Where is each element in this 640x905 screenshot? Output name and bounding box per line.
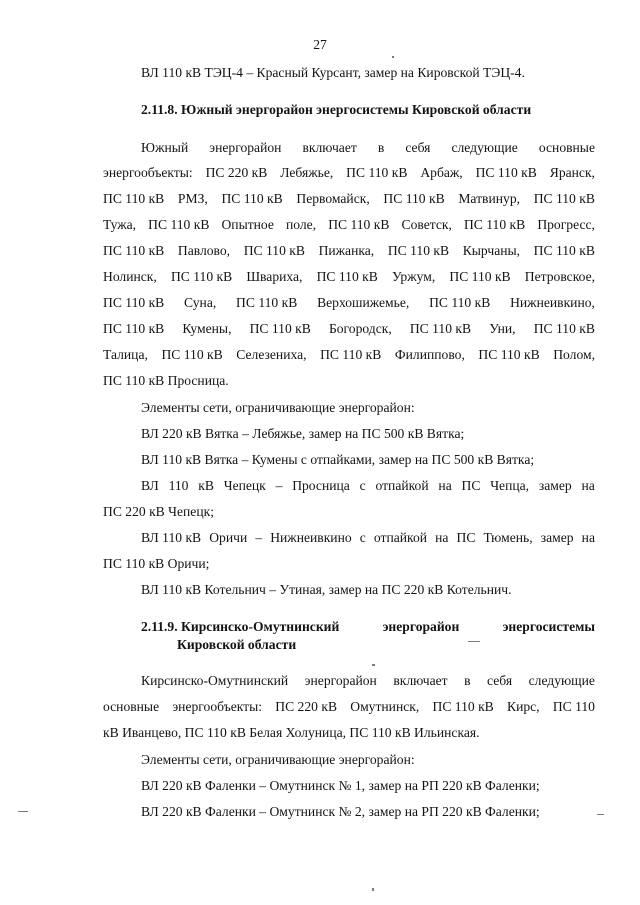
s8-intro-line-5: Нолинск, ПС 110 кВ Швариха, ПС 110 кВ Уржум, ПС 110 кВ Петровское,: [103, 269, 595, 284]
scan-mark: [392, 56, 394, 58]
s8-intro-line-1: энергообъекты: ПС 220 кВ Лебяжье, ПС 110 кВ Арбаж, ПС 110 кВ Яранск,: [103, 165, 595, 180]
s9-elements-title: Элементы сети, ограничивающие энергорайон:: [141, 752, 415, 767]
s8-line-3b: ПС 220 кВ Чепецк;: [103, 504, 214, 519]
scan-mark: [372, 888, 374, 891]
s8-intro-line-0: Южный энергорайон включает в себя следующие основные: [141, 140, 595, 155]
s8-intro-line-2: ПС 110 кВ РМЗ, ПС 110 кВ Первомайск, ПС 110 кВ Матвинур, ПС 110 кВ: [103, 191, 595, 206]
s8-intro-line-8: Талица, ПС 110 кВ Селезениха, ПС 110 кВ Филиппово, ПС 110 кВ Полом,: [103, 347, 595, 362]
s8-elements-title: Элементы сети, ограничивающие энергорайон:: [141, 400, 415, 415]
scan-mark: [18, 811, 28, 812]
s9-intro-b: основные энергообъекты: ПС 220 кВ Омутнинск, ПС 110 кВ Кирс, ПС 110: [103, 699, 595, 714]
s9-intro-a: Кирсинско-Омутнинский энергорайон включает в себя следующие: [141, 673, 595, 688]
s8-line-4b: ПС 110 кВ Оричи;: [103, 556, 210, 571]
s9-line-2: ВЛ 220 кВ Фаленки – Омутнинск № 2, замер на РП 220 кВ Фаленки;: [141, 804, 540, 819]
s9-line-1: ВЛ 220 кВ Фаленки – Омутнинск № 1, замер на РП 220 кВ Фаленки;: [141, 778, 540, 793]
s8-intro-line-4: ПС 110 кВ Павлово, ПС 110 кВ Пижанка, ПС 110 кВ Кырчаны, ПС 110 кВ: [103, 243, 595, 258]
s9-intro-c: кВ Иванцево, ПС 110 кВ Белая Холуница, ПС 110 кВ Ильинская.: [103, 725, 480, 740]
s8-line-3a: ВЛ 110 кВ Чепецк – Просница с отпайкой на ПС Чепца, замер на: [141, 478, 595, 493]
s8-intro-last: ПС 110 кВ Просница.: [103, 373, 229, 388]
s8-intro-line-7: ПС 110 кВ Кумены, ПС 110 кВ Богородск, ПС 110 кВ Уни, ПС 110 кВ: [103, 321, 595, 336]
section-2-11-8-heading: 2.11.8. Южный энергорайон энергосистемы Кировской области: [141, 102, 532, 117]
s8-intro-line-6: ПС 110 кВ Суна, ПС 110 кВ Верхошижемье, ПС 110 кВ Нижнеивкино,: [103, 295, 595, 310]
section-2-11-9-heading-a: 2.11.9. Кирсинско-Омутнинский энергорайон энергосистемы: [141, 619, 595, 634]
page-number: 27: [313, 37, 327, 52]
s8-line-1: ВЛ 220 кВ Вятка – Лебяжье, замер на ПС 500 кВ Вятка;: [141, 426, 465, 441]
s8-line-2: ВЛ 110 кВ Вятка – Кумены с отпайками, замер на ПС 500 кВ Вятка;: [141, 452, 535, 467]
section-2-11-9-heading-b: Кировской области: [177, 637, 297, 652]
s8-line-5: ВЛ 110 кВ Котельнич – Утиная, замер на ПС 220 кВ Котельнич.: [141, 582, 512, 597]
scan-mark: [597, 814, 604, 815]
s8-line-4a: ВЛ 110 кВ Оричи – Нижнеивкино с отпайкой на ПС Тюмень, замер на: [141, 530, 595, 545]
top-line: ВЛ 110 кВ ТЭЦ-4 – Красный Курсант, замер на Кировской ТЭЦ-4.: [141, 65, 525, 80]
scan-mark: [468, 641, 480, 642]
scan-mark: [372, 664, 375, 666]
s8-intro-line-3: Тужа, ПС 110 кВ Опытное поле, ПС 110 кВ Советск, ПС 110 кВ Прогресс,: [103, 217, 595, 232]
